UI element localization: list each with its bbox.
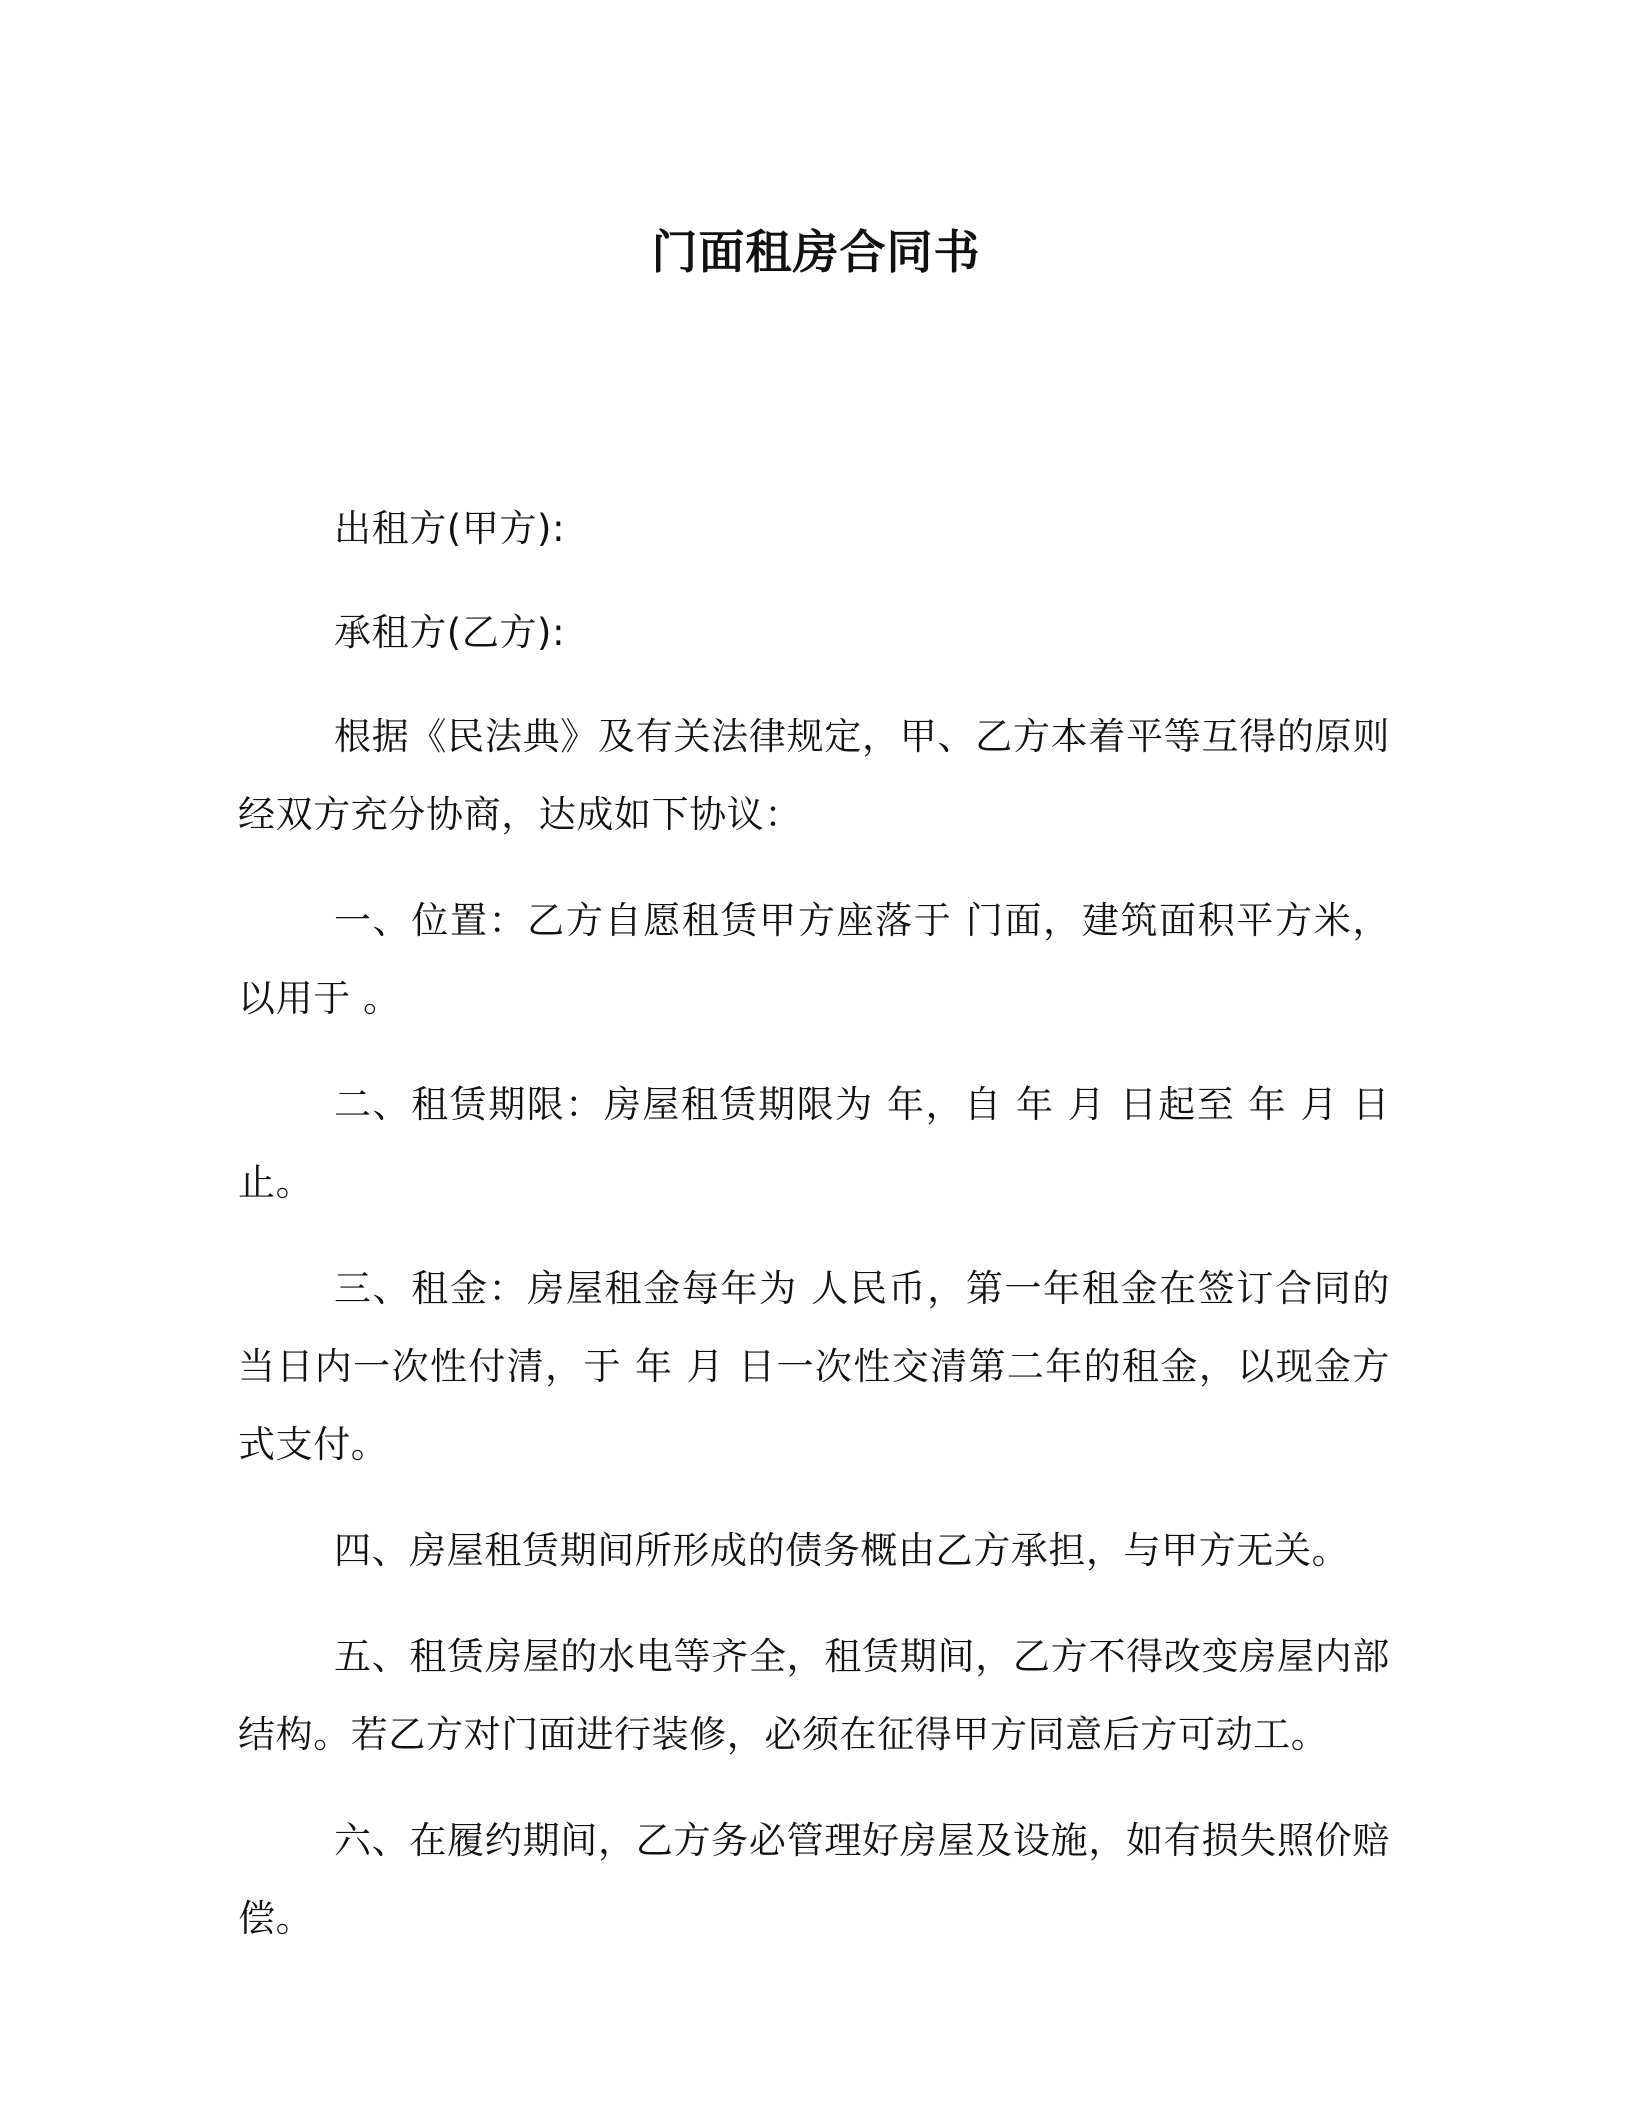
lessor-field-label: 出租方(甲方): xyxy=(334,507,566,550)
clause-location: 一、位置：乙方自愿租赁甲方座落于 门面，建筑面积平方米，以用于 。 xyxy=(238,899,1390,1020)
document-title: 门面租房合同书 xyxy=(651,225,981,279)
clause-rent: 三、租金：房屋租金每年为 人民币，第一年租金在签订合同的当日内一次性付清，于 年 月 日一次性交清第二年的租金，以现金方式支付。 xyxy=(238,1267,1390,1466)
lessee-field-label: 承租方(乙方): xyxy=(334,611,566,654)
clause-debts: 四、房屋租赁期间所形成的债务概由乙方承担，与甲方无关。 xyxy=(334,1529,1350,1572)
clause-utilities-structure: 五、租赁房屋的水电等齐全，租赁期间，乙方不得改变房屋内部结构。若乙方对门面进行装修，必须在征得甲方同意后方可动工。 xyxy=(238,1635,1390,1756)
preamble-paragraph: 根据《民法典》及有关法律规定，甲、乙方本着平等互得的原则经双方充分协商，达成如下协议： xyxy=(238,715,1390,836)
document-body xyxy=(238,490,1390,1986)
clause-lease-term: 二、租赁期限：房屋租赁期限为 年，自 年 月 日起至 年 月 日止。 xyxy=(238,1083,1390,1204)
clause-maintenance: 六、在履约期间，乙方务必管理好房屋及设施，如有损失照价赔偿。 xyxy=(238,1819,1390,1940)
